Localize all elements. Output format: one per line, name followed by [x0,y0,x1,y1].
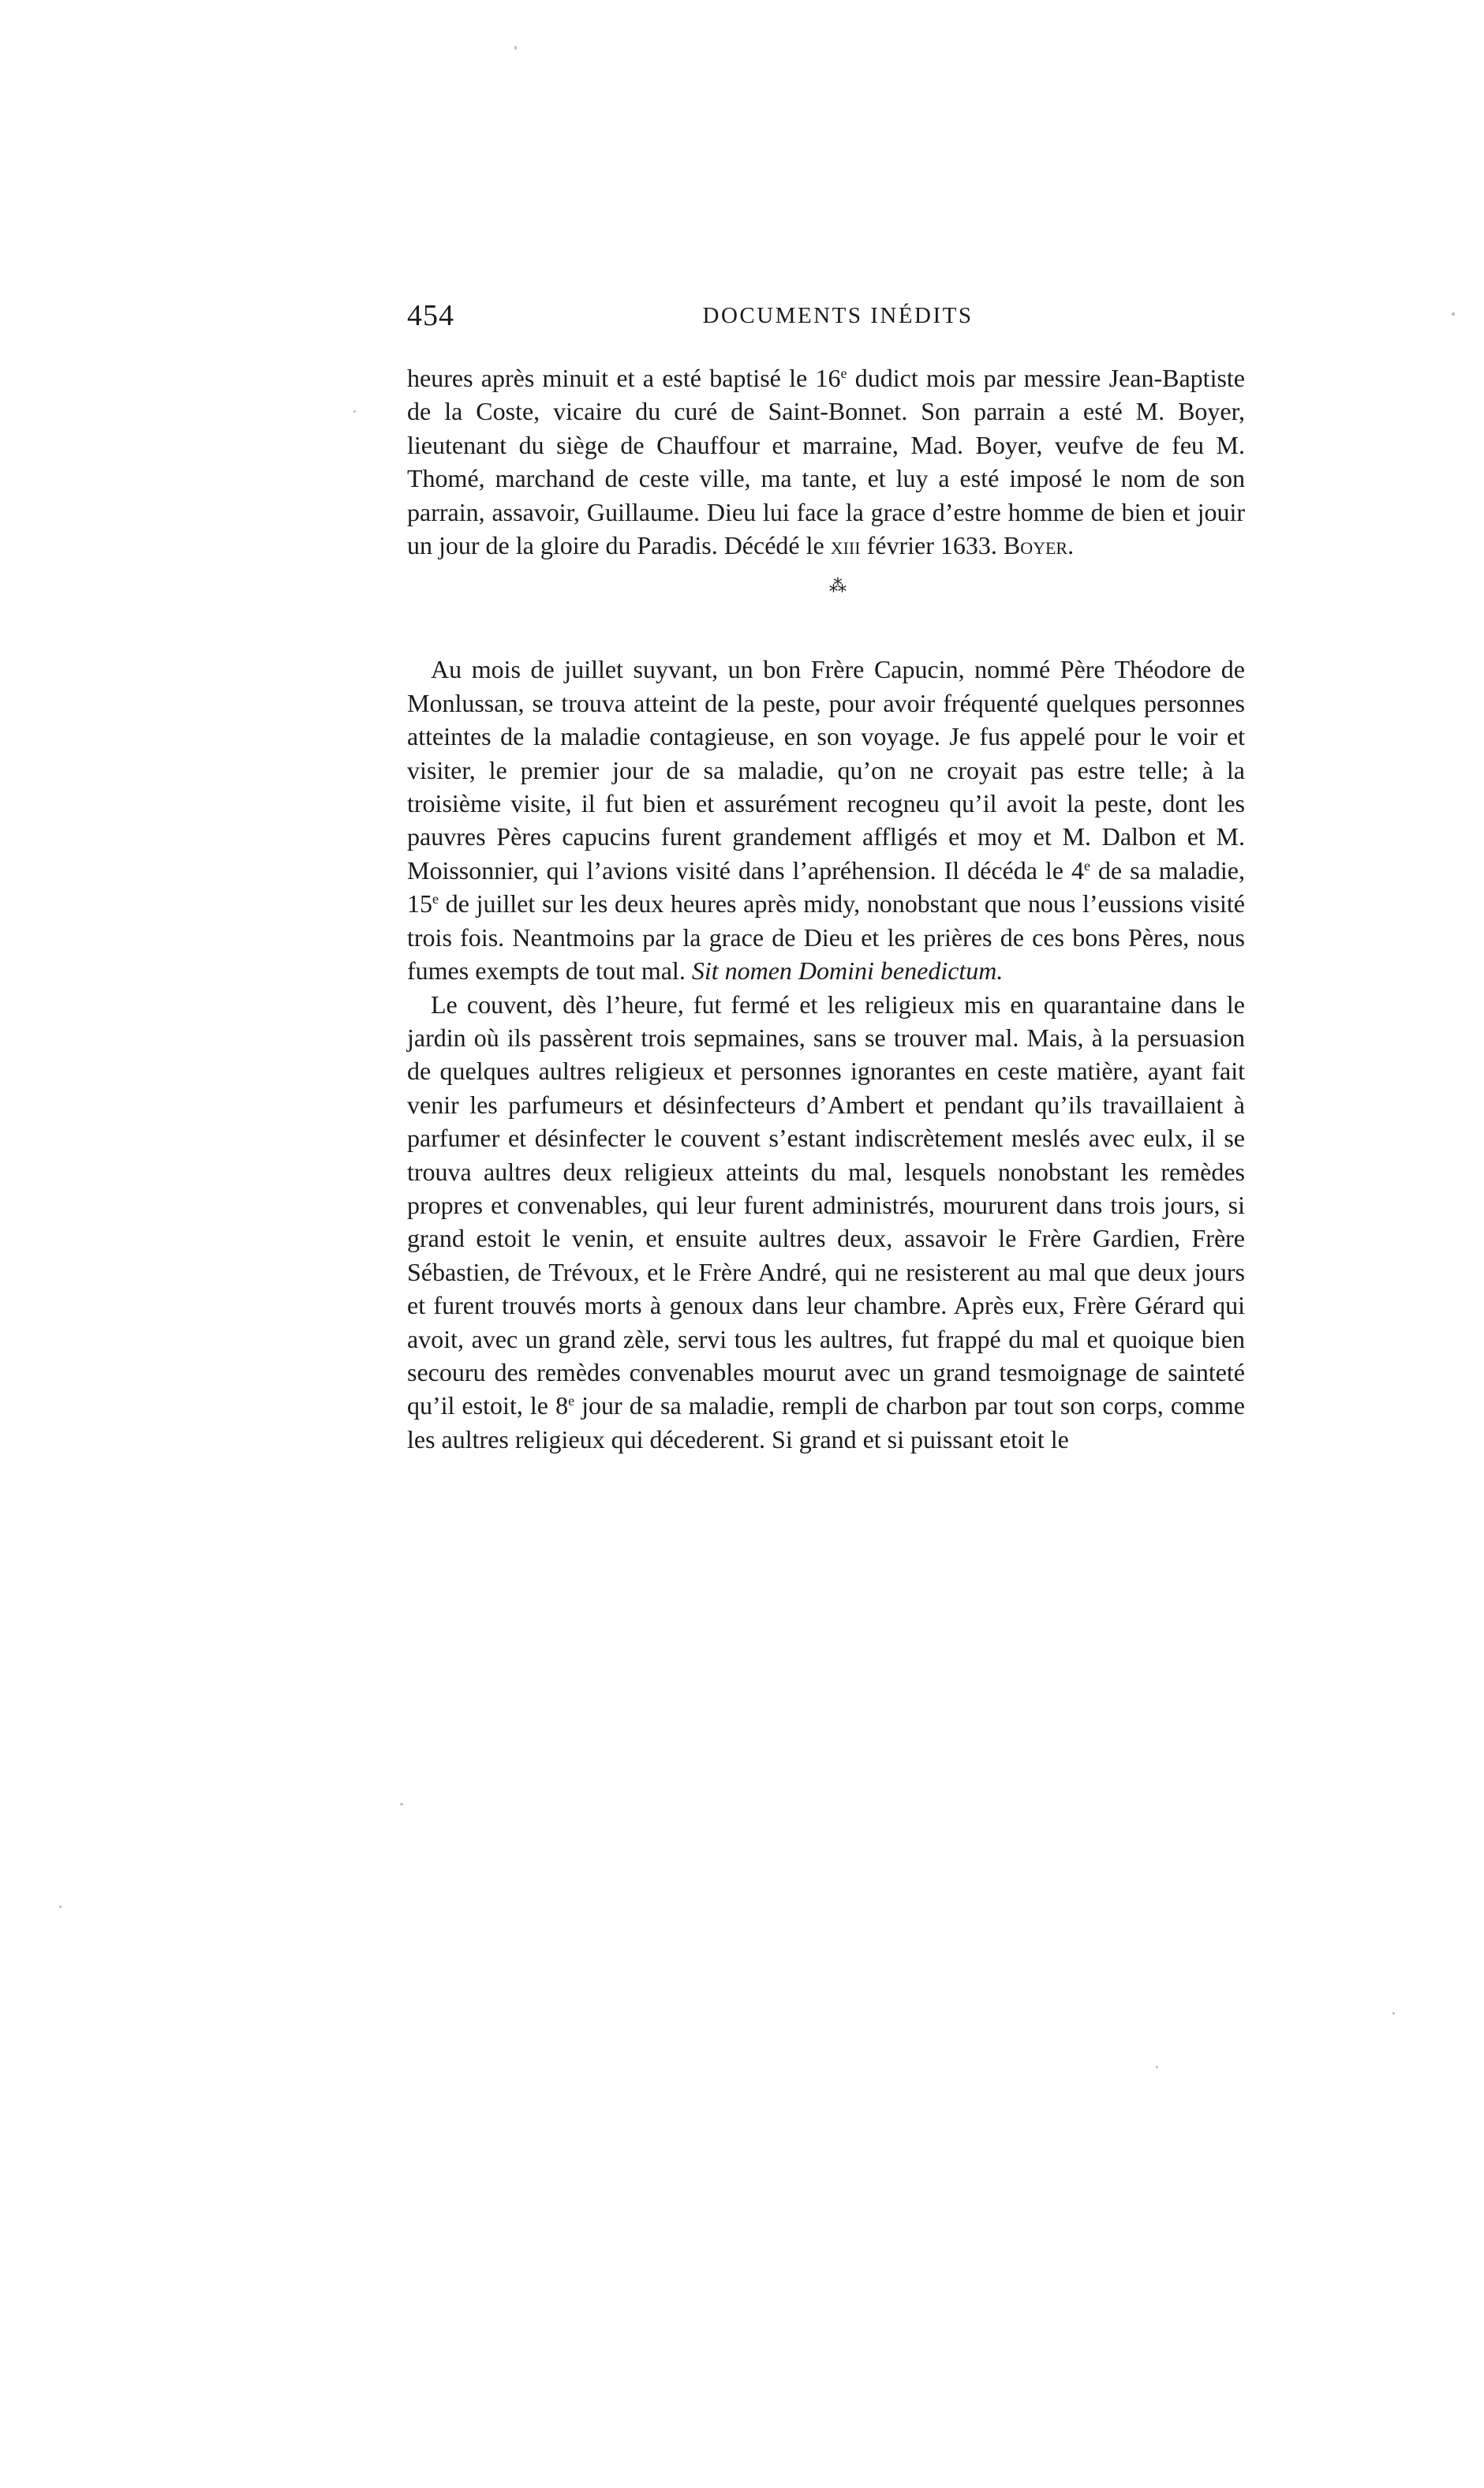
paper-speck [1392,2012,1395,2015]
text-run: Le couvent, dès l’heure, fut fermé et les religieux mis en quarantaine dans le jardin où ils passèrent trois sepmaines, sans se trouver mal. Mais, à la persuasion de quelques aultres religieux et personnes ignorantes en ceste matière, ayant fait venir les parfumeurs et désinfecteurs d’Ambert et pendant qu’ils travaillaient à parfumer et désinfecter le couvent s’estant indiscrètement meslés avec eulx, il se trouva aultres deux religieux atteints du mal, lesquels nonobstant les remèdes propres et convenables, qui leur furent administrés, moururent dans trois jours, si grand estoit le venin, et ensuite aultres deux, assavoir le Frère Gardien, Frère Sébastien, de Trévoux, et le Frère André, qui ne resisterent au mal que deux jours et furent trouvés morts à genoux dans leur chambre. Après eux, Frère Gérard qui avoit, avec un grand zèle, servi tous les aultres, fut frappé du mal et quoique bien secouru des remèdes convenables mourut avec un grand tesmoignage de sainteté qu’il estoit, le 8 [407,990,1245,1420]
text-run: février 1633. [860,531,1004,560]
running-head: DOCUMENTS INÉDITS [702,303,974,328]
page-header [407,292,1245,339]
signature: Boyer. [1003,531,1075,560]
paper-speck [400,1803,403,1805]
paragraph-capucin-plague [407,653,1245,987]
superscript: e [1083,857,1090,874]
asterism-glyph: ⁂ [829,576,847,597]
paper-speck [1156,2066,1158,2068]
latin-phrase: Sit nomen Domini benedictum. [691,956,1004,986]
roman-numeral: xiii [830,531,861,560]
paper-speck [514,46,517,50]
paper-speck [59,1906,62,1908]
paper-speck [353,410,356,413]
superscript: e [840,365,847,381]
body-text [407,361,1245,1456]
paper-speck [1452,312,1455,316]
text-run: dudict mois par messire Jean-Baptiste de la Coste, vicaire du curé de Saint-Bonnet. Son parrain a esté M. Boyer, lieutenant du siège de Chauffour et marraine, Mad. Boyer, veufve de feu M. Thomé, marchand de ceste ville, ma tante, et luy a esté imposé le nom de son parrain, assavoir, Guillaume. Dieu lui face la grace d’estre homme de bien et jouir un jour de la gloire du Paradis. Décédé le [407,364,1246,560]
paragraph-baptism-record [407,361,1245,562]
text-run: de juillet sur les deux heures après midy, nonobstant que nous l’eussions visité trois fois. Neantmoins par la grace de Dieu et les prières de ces bons Pères, nous fumes exempts de tout mal. [407,889,1245,986]
text-run: jour de sa maladie, rempli de charbon par tout son corps, comme les aultres religieux qui décederent. Si grand et si puissant etoit le [407,1391,1246,1454]
superscript: e [432,891,439,907]
asterism-divider [407,562,1245,653]
superscript: e [568,1393,575,1409]
text-run: Au mois de juillet suyvant, un bon Frère Capucin, nommé Père Théodore de Monlussan, se trouva atteint de la peste, pour avoir fréquenté quelques personnes atteintes de la maladie contagieuse, en son voyage. Je fus appelé pour le voir et visiter, le premier jour de sa maladie, qu’on ne croyait pas estre telle; à la troisième visite, il fut bien et assurément recogneu qu’il avoit la peste, dont les pauvres Pères capucins furent grandement affligés et moy et M. Dalbon et M. Moissonnier, qui l’avions visité dans l’apréhension. Il décéda le 4 [407,655,1245,885]
text-run: heures après minuit et a esté baptisé le 16 [407,364,841,392]
paragraph-convent-quarantine [407,988,1245,1457]
text-run: de sa maladie, 15 [407,855,1246,919]
page-number: 454 [407,299,454,332]
